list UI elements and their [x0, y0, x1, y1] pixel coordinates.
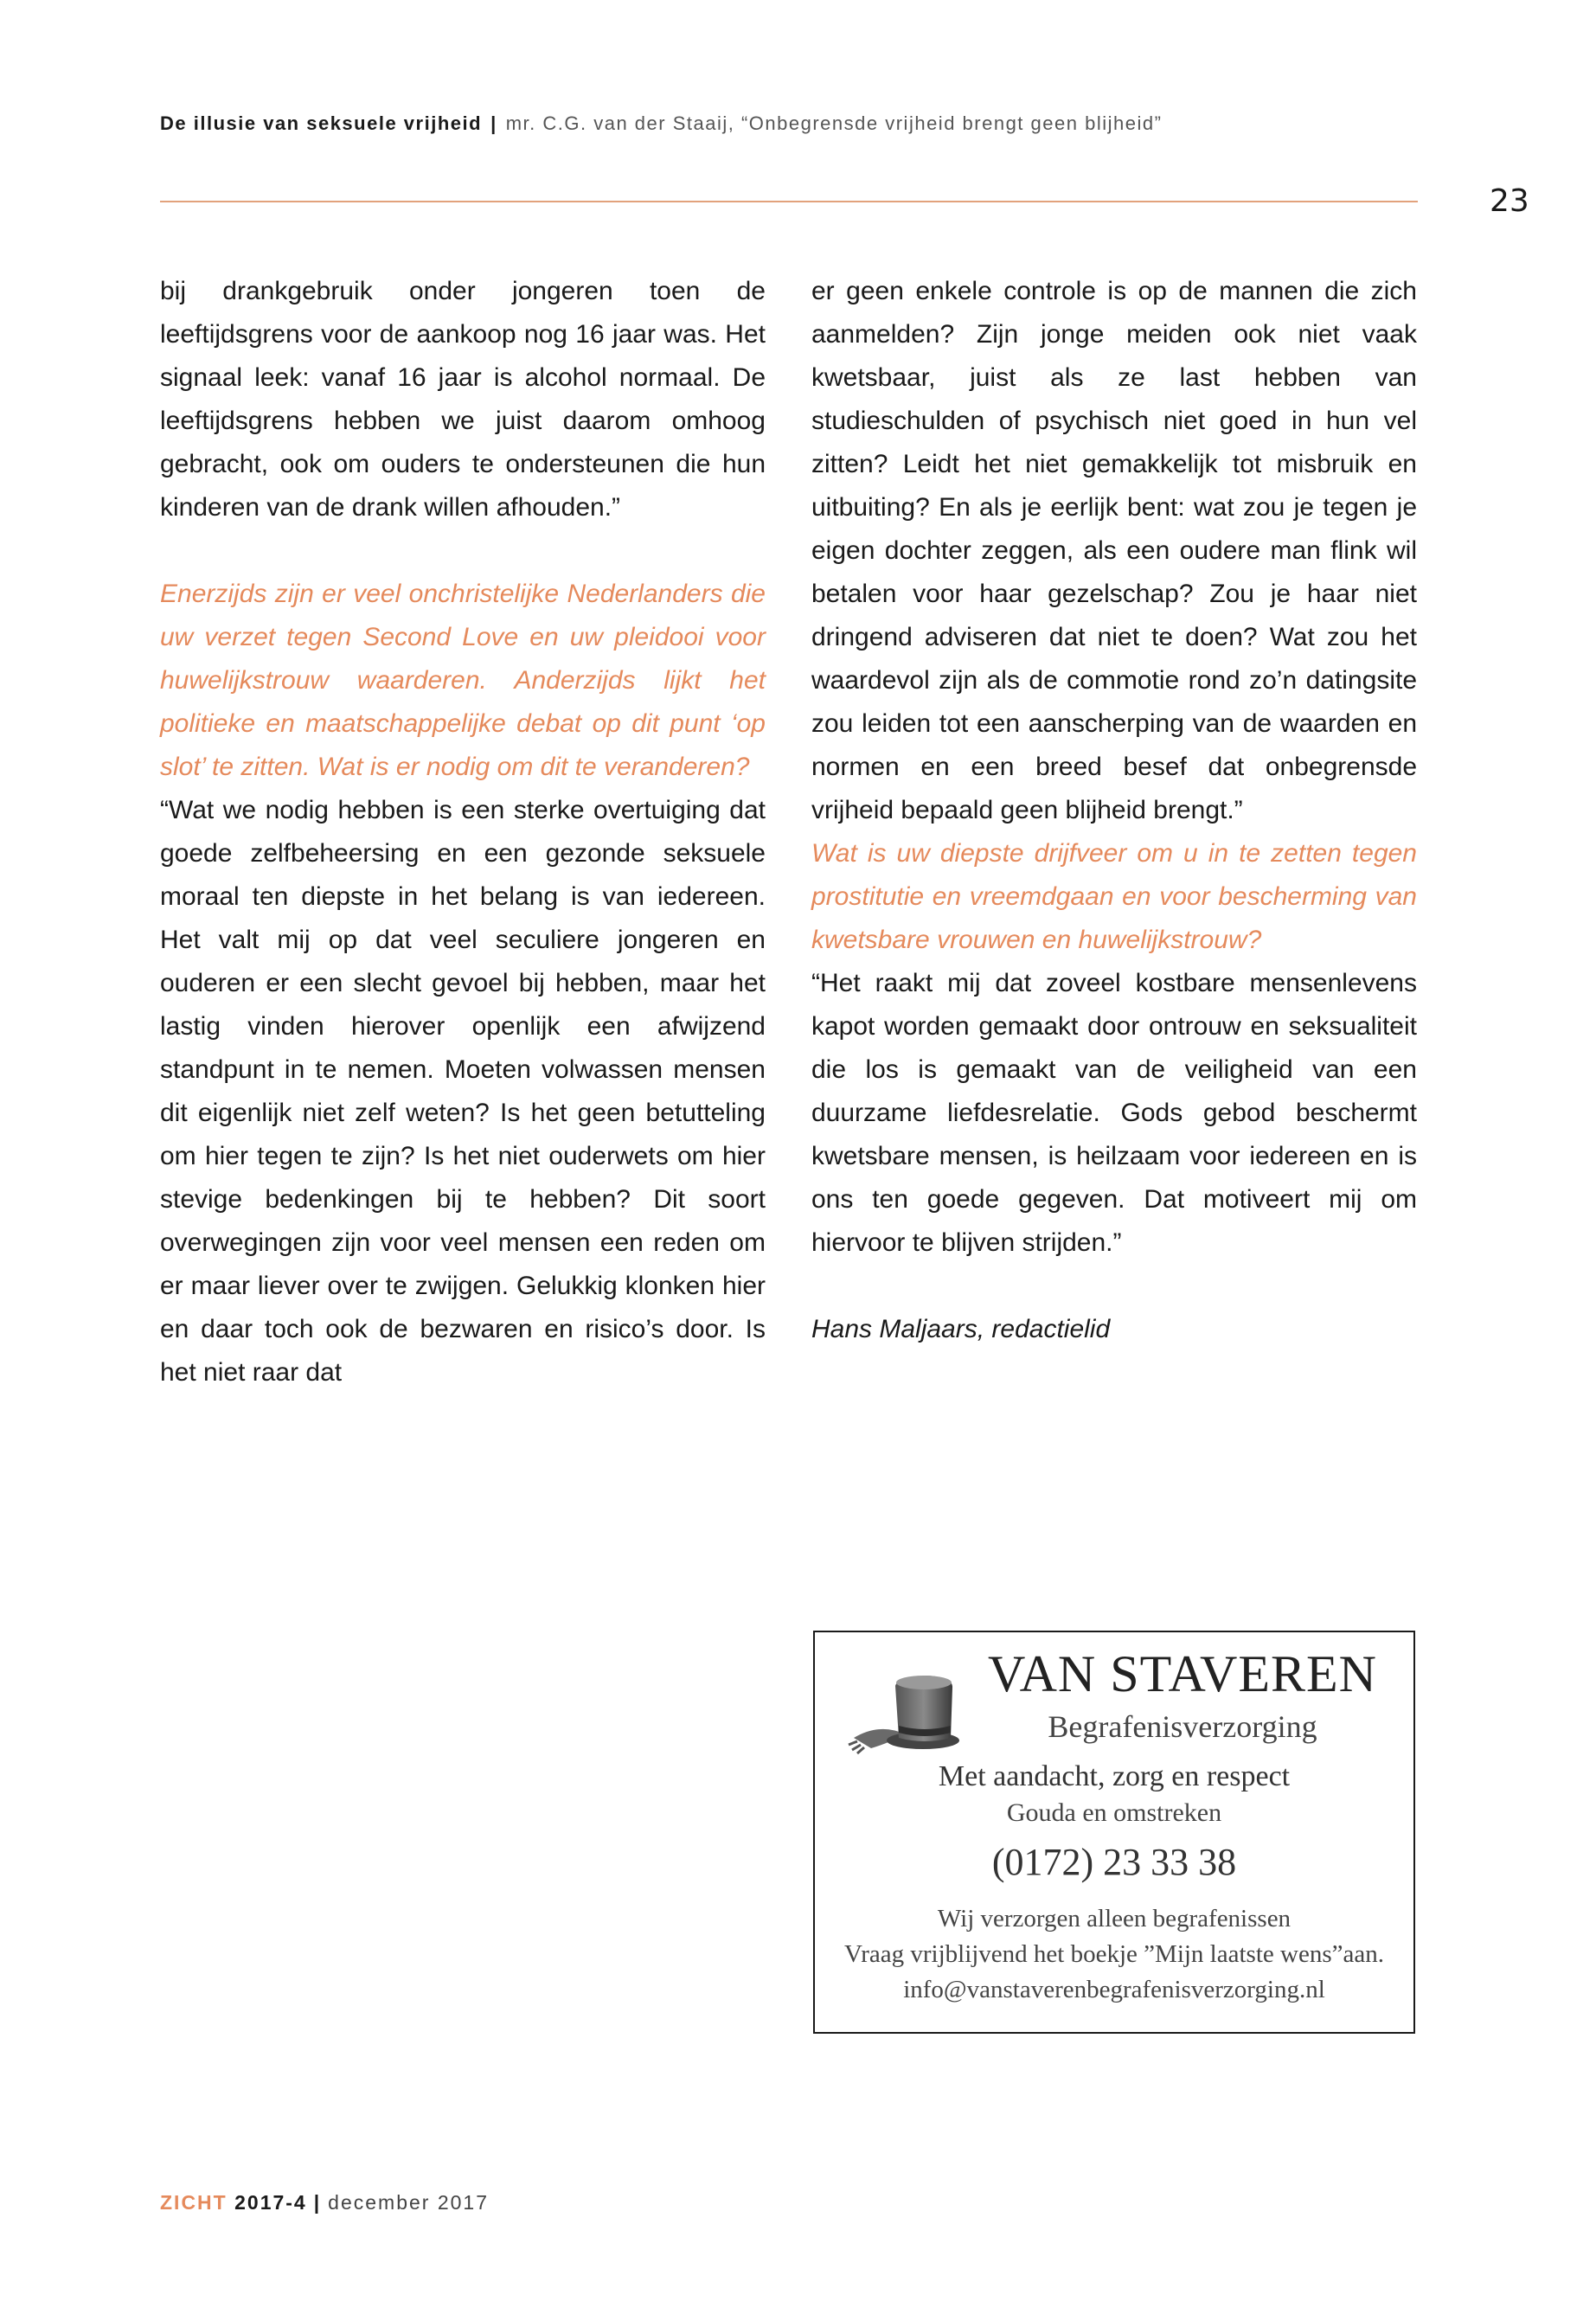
ad-info-line: Vraag vrijblijvend het boekje ”Mijn laatste wens”aan. — [844, 1940, 1384, 1968]
ad-email: info@vanstaverenbegrafenisverzorging.nl — [903, 1976, 1325, 2003]
author-signature: Hans Maljaars, redactielid — [811, 1315, 1111, 1343]
issue-date: december 2017 — [328, 2191, 490, 2214]
page-number: 23 — [1490, 183, 1529, 219]
running-header — [160, 112, 1162, 135]
page-footer — [160, 2191, 489, 2214]
ad-phone: (0172) 23 33 38 — [991, 1841, 1237, 1883]
ad-info-line: Wij verzorgen alleen begrafenissen — [937, 1905, 1292, 1932]
magazine-name: ZICHT — [160, 2191, 228, 2214]
brand-name: VAN STAVEREN — [987, 1645, 1378, 1702]
interview-question: Wat is uw diepste drijfveer om u in te zetten tegen prostitutie en vreemdgaan en voor bescherming van kwetsbare vrouwen en huwelijkstrouw? — [811, 839, 1417, 954]
ad-slogan: Met aandacht, zorg en respect — [938, 1760, 1291, 1792]
footer-separator: | — [313, 2191, 322, 2214]
top-hat-icon — [845, 1658, 966, 1762]
header-rule — [160, 201, 1418, 202]
advertisement-box — [813, 1631, 1415, 2034]
header-article-title: mr. C.G. van der Staaij, “Onbegrensde vrijheid brengt geen blijheid” — [505, 112, 1163, 134]
body-paragraph: “Wat we nodig hebben is een sterke overtuiging dat goede zelfbeheersing en een gezonde seksuele moraal ten diepste in het belang is van iedereen. Het valt mij op dat veel seculiere jongeren en ouderen er een slecht gevoel bij hebben, maar het lastig vinden hierover openlijk een afwijzend standpunt in te nemen. Moeten volwassen mensen dit eigenlijk niet zelf weten? Is het geen betutteling om hier tegen te zijn? Is het niet ouderwets om hier stevige bedenkingen bij te hebben? Dit soort overwegingen zijn voor veel mensen een reden om er maar liever over te zwijgen. Gelukkig klonken hier en daar toch ook de bezwaren en risico’s door. Is het niet raar dat — [160, 796, 766, 1387]
interview-question: Enerzijds zijn er veel onchristelijke Nederlanders die uw verzet tegen Second Love en uw pleidooi voor huwelijkstrouw waarderen. Anderzijds lijkt het politieke en maatschappelijke debat op dit punt ‘op slot’ te zitten. Wat is er nodig om dit te veranderen? — [160, 580, 766, 781]
ad-region: Gouda en omstreken — [1006, 1798, 1222, 1827]
left-column — [160, 270, 766, 1394]
issue-number: 2017-4 — [234, 2191, 307, 2214]
right-column — [811, 270, 1417, 1351]
brand-subtitle: Begrafenisverzorging — [1048, 1709, 1317, 1744]
header-section-title: De illusie van seksuele vrijheid — [160, 112, 483, 134]
header-separator: | — [490, 112, 497, 134]
body-paragraph: bij drankgebruik onder jongeren toen de leeftijdsgrens voor de aankoop nog 16 jaar was. Het signaal leek: vanaf 16 jaar is alcohol normaal. De leeftijdsgrens hebben we juist daarom omhoog gebracht, ook om ouders te ondersteunen die hun kinderen van de drank willen afhouden.” — [160, 277, 766, 522]
body-paragraph: er geen enkele controle is op de mannen die zich aanmelden? Zijn jonge meiden ook niet vaak kwetsbaar, juist als ze last hebben van studieschulden of psychisch niet goed in hun vel zitten? Leidt het niet gemakkelijk tot misbruik en uitbuiting? En als je eerlijk bent: wat zou je tegen je eigen dochter zeggen, als een oudere man flink wil betalen voor haar gezelschap? Zou je haar niet dringend adviseren dat niet te doen? Wat zou het waardevol zijn als de commotie rond zo’n datingsite zou leiden tot een aanscherping van de waarden en normen en een breed besef dat onbegrensde vrijheid bepaald geen blijheid brengt.” — [811, 277, 1417, 824]
body-paragraph: “Het raakt mij dat zoveel kostbare mensenlevens kapot worden gemaakt door ontrouw en seksualiteit die los is gemaakt van de veiligheid van een duurzame liefdesrelatie. Gods gebod beschermt kwetsbare mensen, is heilzaam voor iedereen en is ons ten goede gegeven. Dat motiveert mij om hiervoor te blijven strijden.” — [811, 969, 1417, 1257]
